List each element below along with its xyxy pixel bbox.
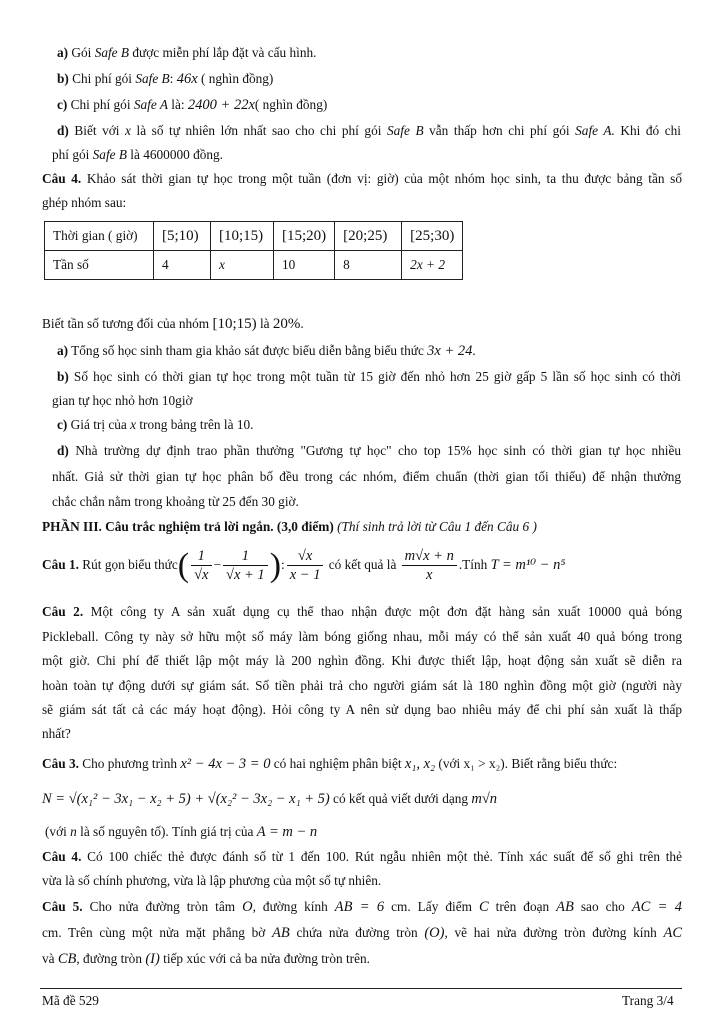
prev-item-b: b) Chi phí gói Safe B: 46x ( nghìn đồng) [57,71,274,87]
fraction: $\frac{1}{√x + 1}$ [223,547,268,584]
table-cell-group: [10;15) [211,222,274,251]
table-cell-group: [25;30) [402,222,463,251]
q4-item-d-line1: d) Nhà trường dự định trao phần thưởng "Gương tự học" cho top 15% học sinh có thời gian tự học nhiều [57,443,681,458]
fraction: $\frac{√x}{x - 1}$ [287,547,324,584]
table-cell-group: [15;20) [274,222,335,251]
prev-item-d-line1: d) Biết với x là số tự nhiên lớn nhất sao cho chi phí gói Safe B vẫn thấp hơn chi phí gói Safe A. Khi đó chi [57,123,681,138]
table-header-freq: Tần số [45,251,154,280]
table-cell-group: [5;10) [154,222,211,251]
prev-item-a: a) Gói Safe B được miễn phí lắp đặt và cấu hình. [57,45,317,60]
table-row-time [45,222,463,251]
part3-title: PHẦN III. Câu trắc nghiệm trả lời ngắn. (3,0 điểm) (Thí sinh trả lời từ Câu 1 đến Câu 6 ) [42,519,537,534]
p3q2-line6: nhất? [42,726,71,741]
table-cell-freq: x [211,251,274,280]
p3q5-line2: cm. Trên cùng một nửa mặt phẳng bờ AB chứa nửa đường tròn (O), vẽ hai nửa đường tròn đường kính AC [42,925,682,941]
q4-item-b-line1: b) Số học sinh có thời gian tự học trong một tuần từ 15 giờ đến nhỏ hơn 25 giờ gấp 5 lần số học sinh có thời [57,369,681,384]
frequency-table [44,221,463,280]
q4-item-d-line3: chắc chắn nằm trong khoảng từ 25 đến 30 giờ. [52,494,299,509]
table-row-freq [45,251,463,280]
footer-page-number: Trang 3/4 [622,993,674,1008]
table-cell-freq: 8 [335,251,402,280]
p3q5-line3: và CB, đường tròn (I) tiếp xúc với cả ba nửa đường tròn trên. [42,951,370,967]
table-cell-freq: 4 [154,251,211,280]
fraction: $\frac{m√x + n}{x}$ [402,547,457,584]
p3q2-line3: một giờ. Chi phí để thiết lập một máy là 200 nghìn đồng. Khi được thiết lập, hoạt động sản xuất sẽ diễn ra [42,653,682,668]
p3q2-line1: Câu 2. Một công ty A sản xuất dụng cụ thể thao nhận được một đơn đặt hàng sản xuất 10000 quả bóng [42,604,682,619]
prev-item-c: c) Chi phí gói Safe A là: 2400 + 22x( nghìn đồng) [57,97,328,113]
p3q2-line2: Pickleball. Công ty này sở hữu một số máy làm bóng giống nhau, mỗi máy có thể sản xuất 40 quả bóng trong [42,629,682,644]
q4-item-d-line2: nhất. Giả sử thời gian tự học phân bố đều trong các nhóm, điểm chuẩn (thời gian tối thiểu) để nhận thưởng [52,469,681,484]
q4-intro-line1: Câu 4. Khảo sát thời gian tự học trong một tuần (đơn vị: giờ) của một nhóm học sinh, ta thu được bảng tần số [42,171,682,186]
q4-item-a: a) Tổng số học sinh tham gia khảo sát được biểu diễn bằng biểu thức 3x + 24. [57,343,476,359]
q4-given: Biết tần số tương đối của nhóm [10;15) là 20%. [42,316,304,332]
p3q3-line3: (với n là số nguyên tố). Tính giá trị của A = m − n [45,824,318,840]
table-cell-group: [20;25) [335,222,402,251]
q4-item-b-line2: gian tự học nhỏ hơn 10giờ [52,393,193,408]
p3q3-line2: N = √(x₁² − 3x₁ − x₂ + 5) + √(x₂² − 3x₂ − x₁ + 5) có kết quả viết dưới dạng m√n [42,791,498,807]
table-cell-freq: 10 [274,251,335,280]
p3q2-line5: sẽ giám sát tất cả các máy hoạt động). Hỏi công ty A nên sử dụng bao nhiêu máy để chi phí sản xuất là thấp [42,702,682,717]
footer-divider [40,988,682,989]
prev-item-d-line2: phí gói Safe B là 4600000 đồng. [52,147,224,162]
p3q4-line2: vừa là số chính phương, vừa là lập phương của một số tự nhiên. [42,873,382,888]
fraction: $\frac{1}{√x}$ [191,547,211,584]
table-cell-freq: 2x + 2 [402,251,463,280]
p3q5-line1: Câu 5. Cho nửa đường tròn tâm O, đường kính AB = 6 cm. Lấy điểm C trên đoạn AB sao cho AC = 4 [42,899,682,915]
table-header-time: Thời gian ( giờ) [45,222,154,251]
q4-intro-line2: ghép nhóm sau: [42,195,127,210]
p3q1: Câu 1. Rút gọn biểu thức( $\frac{1}{√x}$ − $\frac{1}{√x + 1}$ ): $\frac{√x}{x - 1}$ có kết quả là $\frac{m√x + n}{x}$ .Tính T = m¹⁰ − n⁵ [42,546,566,584]
p3q2-line4: hoàn toàn tự động dưới sự giám sát. Số tiền phải trả cho người giám sát là 180 nghìn đồng một giờ (người này [42,678,682,693]
q4-item-c: c) Giá trị của x trong bảng trên là 10. [57,417,254,432]
footer-exam-code: Mã đề 529 [42,993,99,1008]
p3q3-line1: Câu 3. Cho phương trình x² − 4x − 3 = 0 có hai nghiệm phân biệt x₁, x₂ (với x₁ > x₂). Biết rằng biểu thức: [42,756,618,772]
p3q4-line1: Câu 4. Có 100 chiếc thẻ được đánh số từ 1 đến 100. Rút ngẫu nhiên một thẻ. Tính xác suất để số ghi trên thẻ [42,849,682,864]
